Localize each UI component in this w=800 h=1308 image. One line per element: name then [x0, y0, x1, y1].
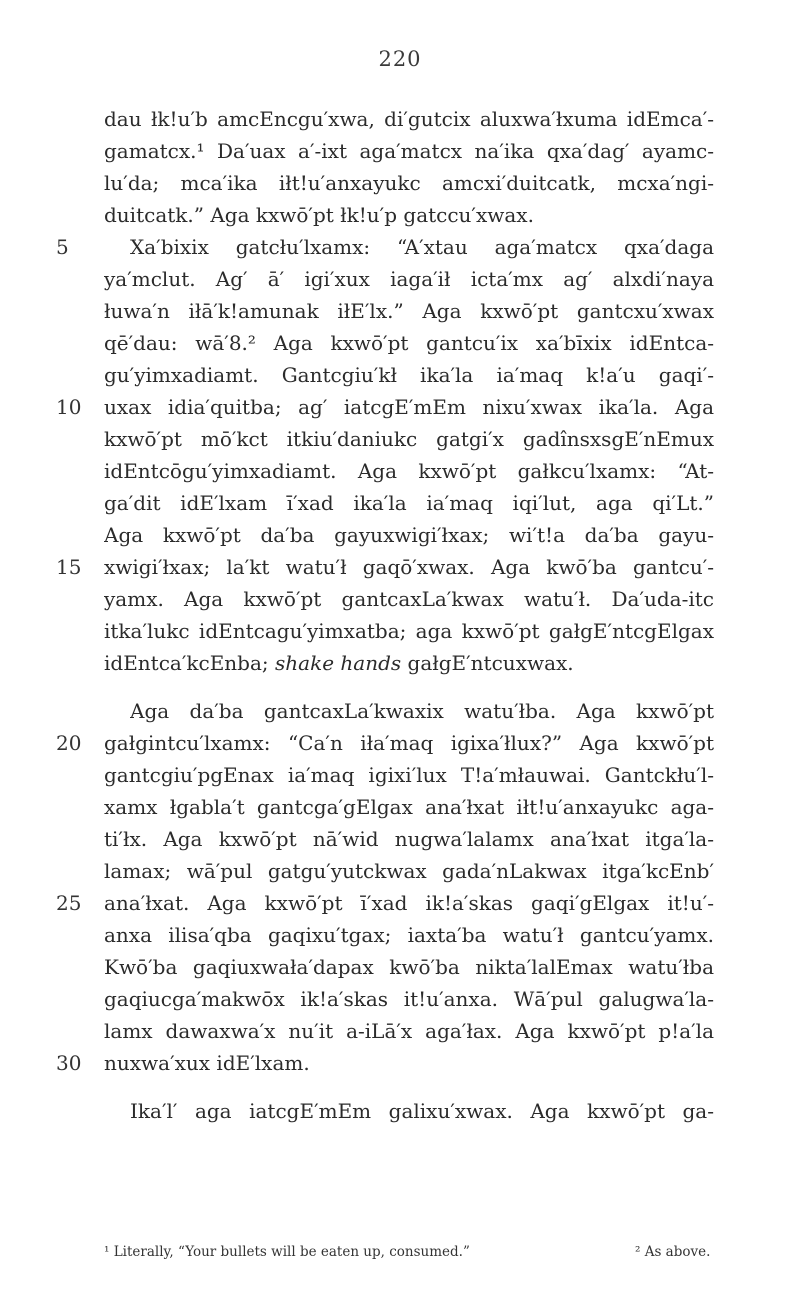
text-line: uxax idia′quitba; ag′ iatcgE′mEm nixu′xwax ika′la. Aga: [104, 395, 714, 419]
line-number: 10: [56, 395, 82, 419]
italic-phrase: shake hands: [275, 651, 402, 675]
text-line: ya′mclut. Ag′ ā′ igi′xux iaga′ił icta′mx ag′ alxdi′naya: [104, 267, 714, 291]
text-line: lamax; wā′pul gatgu′yutckwax gada′nLakwax itga′kcEnb′: [104, 859, 714, 883]
text-line: qē′dau: wā′8.² Aga kxwō′pt gantcu′ix xa′bīxix idEntca-: [104, 331, 714, 355]
text-line: kxwō′pt mō′kct itkiu′daniukc gatgi′x gadînsxsgE′nEmux: [104, 427, 714, 451]
text-line: xwigi′łxax; la′kt watu′ł gaqō′xwax. Aga kwō′ba gantcu′-: [104, 555, 714, 579]
text-segment: idEntca′kcEnba; shake hands gałgE′ntcuxwax.: [104, 651, 574, 675]
footnote-1: ¹ Literally, “Your bullets will be eaten up, consumed.”: [104, 1244, 470, 1260]
text-line: ga′dit idE′lxam ī′xad ika′la ia′maq iqi′lut, aga qi′Lt.”: [104, 491, 714, 515]
line-number: 20: [56, 731, 82, 755]
text-line: yamx. Aga kxwō′pt gantcaxLa′kwax watu′ł. Da′uda-itc: [104, 587, 714, 611]
text-line: Aga da′ba gantcaxLa′kwaxix watu′łba. Aga kxwō′pt: [130, 699, 714, 723]
text-line: Aga kxwō′pt da′ba gayuxwigi′łxax; wi′t!a da′ba gayu-: [104, 523, 714, 547]
text-line: gantcgiu′pgEnax ia′maq igixi′lux T!a′młauwai. Gantckłu′l-: [104, 763, 714, 787]
text-line: Ika′l′ aga iatcgE′mEm galixu′xwax. Aga kxwō′pt ga-: [130, 1099, 714, 1123]
text-line: gu′yimxadiamt. Gantcgiu′kł ika′la ia′maq k!a′u gaqi′-: [104, 363, 714, 387]
text-line: duitcatk.” Aga kxwō′pt łk!u′p gatccu′xwax.: [104, 203, 534, 227]
text-line: dau łk!u′b amcEncgu′xwa, di′gutcix aluxwa′łxuma idEmca′-: [104, 107, 714, 131]
text-line: łuwa′n iłā′k!amunak iłE′lx.” Aga kxwō′pt gantcxu′xwax: [104, 299, 714, 323]
line-number: 5: [56, 235, 69, 259]
text-line: nuxwa′xux idE′lxam.: [104, 1051, 310, 1075]
text-line: Kwō′ba gaqiuxwała′dapax kwō′ba nikta′lalEmax watu′łba: [104, 955, 714, 979]
text-line: gałgintcu′lxamx: “Ca′n iła′maq igixa′łlux?” Aga kxwō′pt: [104, 731, 714, 755]
text-line: lu′da; mca′ika iłt!u′anxayukc amcxi′duitcatk, mcxa′ngi-: [104, 171, 714, 195]
text-line: [104, 647, 714, 679]
page-number: 220: [378, 47, 422, 71]
text-line: idEntcōgu′yimxadiamt. Aga kxwō′pt gałkcu′lxamx: “At-: [104, 459, 714, 483]
text-line: ana′łxat. Aga kxwō′pt ī′xad ik!a′skas gaqi′gElgax it!u′-: [104, 891, 714, 915]
text-line: ti′łx. Aga kxwō′pt nā′wid nugwa′lalamx ana′łxat itga′la-: [104, 827, 714, 851]
text-line: lamx dawaxwa′x nu′it a-iLā′x aga′łax. Aga kxwō′pt p!a′la: [104, 1019, 714, 1043]
line-number: 15: [56, 555, 82, 579]
text-line: anxa ilisa′qba gaqixu′tgax; iaxta′ba watu′ł gantcu′yamx.: [104, 923, 714, 947]
footnote-2: ² As above.: [635, 1244, 711, 1260]
text-line: itka′lukc idEntcagu′yimxatba; aga kxwō′pt gałgE′ntcgElgax: [104, 619, 714, 643]
line-number: 30: [56, 1051, 82, 1075]
text-line: xamx łgabla′t gantcga′gElgax ana′łxat iłt!u′anxayukc aga-: [104, 795, 714, 819]
text-line: Xa′bixix gatcłu′lxamx: “A′xtau aga′matcx qxa′daga: [130, 235, 714, 259]
text-line: gaqiucga′makwōx ik!a′skas it!u′anxa. Wā′pul galugwa′la-: [104, 987, 714, 1011]
text-line: gamatcx.¹ Da′uax a′-ixt aga′matcx na′ika qxa′dag′ ayamc-: [104, 139, 714, 163]
line-number: 25: [56, 891, 82, 915]
